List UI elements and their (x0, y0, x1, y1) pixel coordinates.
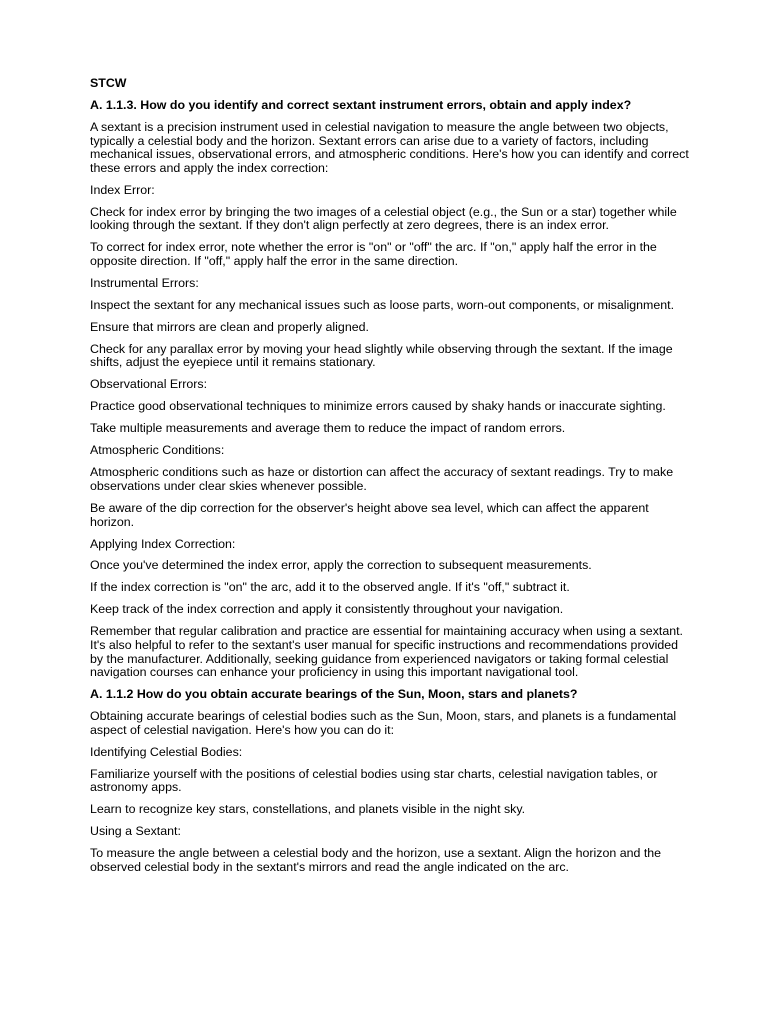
section-heading: A. 1.1.3. How do you identify and correct sextant instrument errors, obtain and apply index? (90, 97, 632, 112)
body-paragraph: Using a Sextant: (90, 824, 181, 839)
body-paragraph: Atmospheric Conditions: (90, 443, 225, 458)
body-paragraph: Practice good observational techniques to minimize errors caused by shaky hands or inaccurate sighting. (90, 399, 666, 414)
body-paragraph: Index Error: (90, 182, 155, 197)
body-paragraph: Inspect the sextant for any mechanical issues such as loose parts, worn-out components, or misalignment. (90, 297, 675, 312)
section-heading: A. 1.1.2 How do you obtain accurate bearings of the Sun, Moon, stars and planets? (90, 687, 578, 702)
body-paragraph: Identifying Celestial Bodies: (90, 744, 243, 759)
body-paragraph: Familiarize yourself with the positions of celestial bodies using star charts, celestial navigation tables, or astronomy apps. (90, 766, 658, 795)
body-paragraph: To measure the angle between a celestial body and the horizon, use a sextant. Align the horizon and the observed celestial body in the sextant's mirrors and read the angle indicated on the arc. (90, 846, 662, 874)
body-paragraph: Remember that regular calibration and practice are essential for maintaining accuracy when using a sextant. It's also helpful to refer to the sextant's user manual for specific instructions and recommendations provided by the manufacturer. Additionally, seeking guidance from experienced navigators or taking formal celestial navigation courses can enhance your proficiency in using this important navigational tool. (90, 624, 683, 680)
body-paragraph: Keep track of the index correction and apply it consistently throughout your navigation. (90, 602, 564, 617)
body-paragraph: Be aware of the dip correction for the observer's height above sea level, which can affect the apparent horizon. (90, 500, 649, 529)
body-paragraph: If the index correction is "on" the arc, add it to the observed angle. If it's "off," subtract it. (90, 580, 570, 595)
body-paragraph: Instrumental Errors: (90, 275, 199, 290)
body-paragraph: Ensure that mirrors are clean and properly aligned. (90, 319, 369, 334)
section-heading: STCW (90, 76, 127, 90)
body-paragraph: A sextant is a precision instrument used in celestial navigation to measure the angle between two objects, typically a celestial body and the horizon. Sextant errors can arise due to a variety of factors, including mechanical issues, observational errors, and atmospheric conditions. Here's how you can identify and correct these errors and apply the index correction: (90, 119, 689, 175)
body-paragraph: Obtaining accurate bearings of celestial bodies such as the Sun, Moon, stars, and planets is a fundamental aspect of celestial navigation. Here's how you can do it: (90, 709, 677, 737)
body-paragraph: To correct for index error, note whether the error is "on" or "off" the arc. If "on," apply half the error in the opposite direction. If "off," apply half the error in the same direction. (90, 240, 657, 268)
body-paragraph: Take multiple measurements and average them to reduce the impact of random errors. (90, 421, 566, 436)
body-paragraph: Check for any parallax error by moving your head slightly while observing through the sextant. If the image shifts, adjust the eyepiece until it remains stationary. (90, 341, 673, 370)
document-page (90, 77, 690, 883)
body-paragraph: Atmospheric conditions such as haze or distortion can affect the accuracy of sextant readings. Try to make observations under clear skies whenever possible. (90, 465, 674, 493)
body-paragraph: Observational Errors: (90, 377, 208, 392)
body-paragraph: Check for index error by bringing the two images of a celestial object (e.g., the Sun or a star) together while looking through the sextant. If they don't align perfectly at zero degrees, there is an index error. (90, 204, 677, 233)
body-paragraph: Once you've determined the index error, apply the correction to subsequent measurements. (90, 558, 592, 573)
body-paragraph: Applying Index Correction: (90, 536, 236, 551)
body-paragraph: Learn to recognize key stars, constellations, and planets visible in the night sky. (90, 802, 526, 817)
